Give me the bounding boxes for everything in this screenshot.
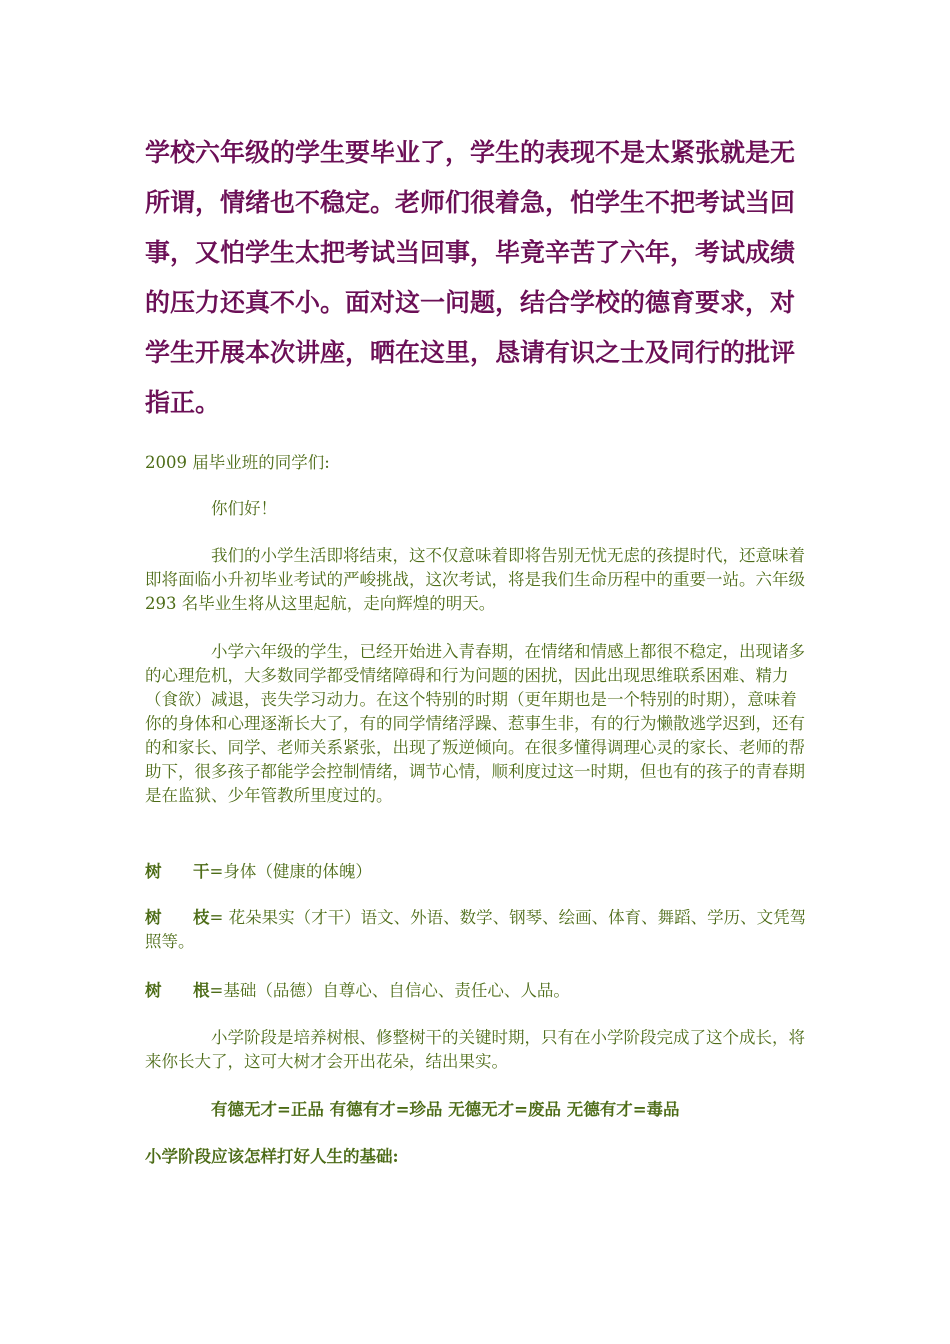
tree-trunk-text: =身体（健康的体魄） — [209, 862, 372, 881]
tree-trunk-label-b: 干 — [193, 862, 210, 881]
greeting-class: 2009 届毕业班的同学们: — [145, 453, 330, 472]
tree-branch-line — [145, 906, 810, 954]
tree-trunk-line — [145, 860, 810, 884]
tree-branch-text: = 花朵果实（才干）语文、外语、数学、钢琴、绘画、体育、舞蹈、学历、文凭驾照等。 — [145, 908, 807, 951]
tree-branch-label-a: 树 — [145, 908, 162, 927]
tree-branch-label-b: 枝 — [193, 908, 210, 927]
paragraph-adolescence: 小学六年级的学生，已经开始进入青春期，在情绪和情感上都很不稳定，出现诸多的心理危机，大多数同学都受情绪障碍和行为问题的困扰，因此出现思维联系困难、精力（食欲）减退，丧失学习动力。在这个特别的时期（更年期也是一个特别的时期），意味着你的身体和心理逐渐长大了，有的同学情绪浮躁、惹事生非，有的行为懒散逃学迟到，还有的和家长、同学、老师关系紧张，出现了叛逆倾向。在很多懂得调理心灵的家长、老师的帮助下，很多孩子都能学会控制情绪，调节心情，顺利度过这一时期，但也有的孩子的青春期是在监狱、少年管教所里度过的。 — [145, 642, 805, 805]
tree-root-label-a: 树 — [145, 981, 162, 1000]
paragraph-graduation: 我们的小学生活即将结束，这不仅意味着即将告别无忧无虑的孩提时代，还意味着即将面临小升初毕业考试的严峻挑战，这次考试，将是我们生命历程中的重要一站。六年级 293 名毕业生将从这里起航，走向辉煌的明天。 — [145, 546, 805, 613]
tree-root-line — [145, 979, 810, 1003]
tree-root-label-b: 根 — [193, 981, 210, 1000]
section-heading: 小学阶段应该怎样打好人生的基础: — [145, 1147, 399, 1166]
tree-root-text: =基础（品德）自尊心、自信心、责任心、人品。 — [209, 981, 570, 1000]
paragraph-key-period: 小学阶段是培养树根、修整树干的关键时期，只有在小学阶段完成了这个成长，将来你长大了，这可大树才会开出花朵，结出果实。 — [145, 1028, 805, 1071]
intro-paragraph: 学校六年级的学生要毕业了，学生的表现不是太紧张就是无所谓，情绪也不稳定。老师们很着急，怕学生不把考试当回事，又怕学生太把考试当回事，毕竟辛苦了六年，考试成绩的压力还真不小。面对这一问题，结合学校的德育要求，对学生开展本次讲座，晒在这里，恳请有识之士及同行的批评指正。 — [145, 138, 796, 417]
greeting-hello: 你们好！ — [211, 499, 277, 518]
tree-trunk-label-a: 树 — [145, 862, 162, 881]
virtue-talent-equation: 有德无才=正品 有德有才=珍品 无德无才=废品 无德有才=毒品 — [211, 1100, 680, 1119]
